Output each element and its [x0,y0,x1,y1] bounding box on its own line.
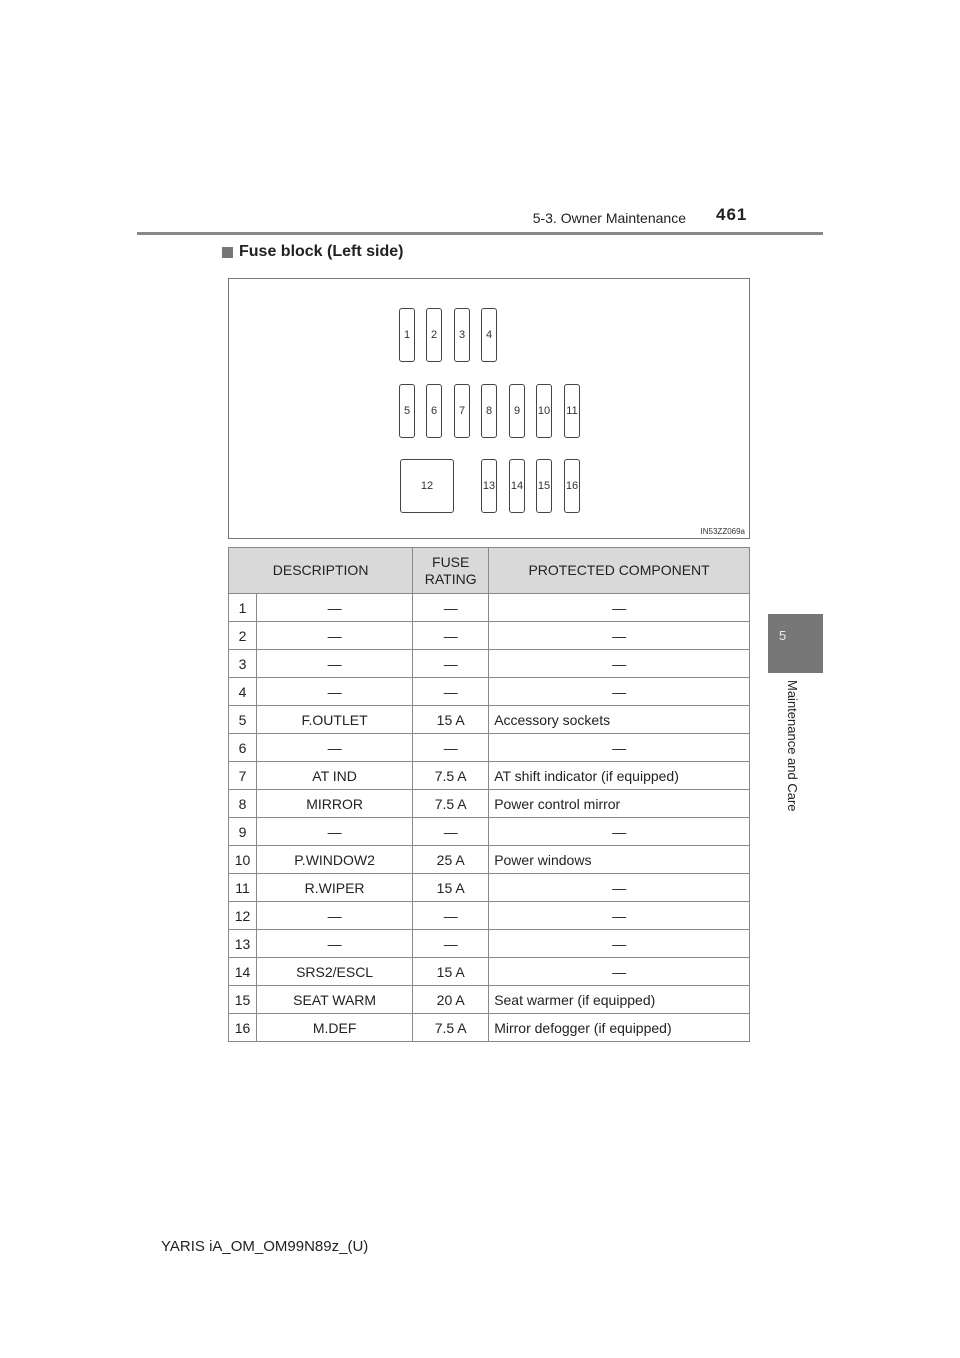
protected-component: — [489,930,750,958]
fuse-description: MIRROR [257,790,413,818]
fuse-rating: 7.5 A [413,762,489,790]
protected-component: — [489,650,750,678]
fuse-description: — [257,678,413,706]
col-description: DESCRIPTION [229,548,413,594]
fuse-description: — [257,622,413,650]
protected-component: — [489,594,750,622]
fuse-description: F.OUTLET [257,706,413,734]
footer-code: YARIS iA_OM_OM99N89z_(U) [161,1238,369,1255]
fuse-11: 11 [564,384,580,438]
protected-component: Accessory sockets [489,706,750,734]
fuse-rating: — [413,818,489,846]
fuse-number: 12 [229,902,257,930]
protected-component: — [489,622,750,650]
fuse-7: 7 [454,384,470,438]
fuse-number: 5 [229,706,257,734]
protected-component: Seat warmer (if equipped) [489,986,750,1014]
fuse-number: 15 [229,986,257,1014]
col-protected-component: PROTECTED COMPONENT [489,548,750,594]
fuse-2: 2 [426,308,442,362]
fuse-description: — [257,930,413,958]
table-row [229,622,750,650]
table-row [229,818,750,846]
protected-component: Power control mirror [489,790,750,818]
fuse-1: 1 [399,308,415,362]
table-row [229,1014,750,1042]
fuse-6: 6 [426,384,442,438]
col-fuse-rating: FUSE RATING [413,548,489,594]
fuse-rating: 7.5 A [413,790,489,818]
fuse-rating: 15 A [413,958,489,986]
fuse-description: SRS2/ESCL [257,958,413,986]
square-bullet-icon [222,247,233,258]
protected-component: — [489,678,750,706]
fuse-rating: — [413,930,489,958]
table-row [229,650,750,678]
fuse-number: 4 [229,678,257,706]
fuse-rating: 15 A [413,706,489,734]
chapter-label: Maintenance and Care [785,680,800,812]
fuse-description: R.WIPER [257,874,413,902]
page-number: 461 [716,205,748,224]
fuse-rating: — [413,650,489,678]
fuse-rating: 15 A [413,874,489,902]
fuse-description: P.WINDOW2 [257,846,413,874]
fuse-4: 4 [481,308,497,362]
fuse-12: 12 [400,459,454,513]
fuse-8: 8 [481,384,497,438]
table-row [229,734,750,762]
table-row [229,762,750,790]
fuse-number: 10 [229,846,257,874]
protected-component: — [489,874,750,902]
protected-component: — [489,734,750,762]
fuse-number: 3 [229,650,257,678]
fuse-number: 13 [229,930,257,958]
fuse-diagram [228,278,750,539]
table-row [229,874,750,902]
fuse-rating: — [413,902,489,930]
fuse-rating: — [413,678,489,706]
fuse-number: 16 [229,1014,257,1042]
header-rule [137,232,823,235]
table-row [229,678,750,706]
table-row [229,958,750,986]
fuse-table [228,547,750,1042]
table-row [229,902,750,930]
protected-component: Mirror defogger (if equipped) [489,1014,750,1042]
fuse-10: 10 [536,384,552,438]
fuse-description: AT IND [257,762,413,790]
figure-code: IN53ZZ069a [700,527,745,536]
fuse-rating: — [413,622,489,650]
table-row [229,986,750,1014]
fuse-description: SEAT WARM [257,986,413,1014]
section-title [222,243,403,261]
table-row [229,790,750,818]
table-row [229,846,750,874]
fuse-rating: 20 A [413,986,489,1014]
fuse-number: 6 [229,734,257,762]
title-text: Fuse block (Left side) [239,243,404,260]
protected-component: Power windows [489,846,750,874]
protected-component: — [489,902,750,930]
table-row [229,594,750,622]
fuse-number: 8 [229,790,257,818]
fuse-3: 3 [454,308,470,362]
fuse-description: — [257,650,413,678]
fuse-13: 13 [481,459,497,513]
fuse-number: 2 [229,622,257,650]
fuse-16: 16 [564,459,580,513]
protected-component: — [489,958,750,986]
fuse-number: 1 [229,594,257,622]
fuse-14: 14 [509,459,525,513]
fuse-number: 9 [229,818,257,846]
fuse-description: — [257,818,413,846]
protected-component: — [489,818,750,846]
table-row [229,930,750,958]
fuse-9: 9 [509,384,525,438]
fuse-rating: 7.5 A [413,1014,489,1042]
fuse-number: 14 [229,958,257,986]
fuse-description: — [257,902,413,930]
section-heading: 5-3. Owner Maintenance [532,210,686,226]
fuse-15: 15 [536,459,552,513]
fuse-description: — [257,734,413,762]
fuse-number: 7 [229,762,257,790]
table-row [229,706,750,734]
fuse-rating: — [413,734,489,762]
chapter-tab: 5 [768,614,823,673]
fuse-number: 11 [229,874,257,902]
fuse-5: 5 [399,384,415,438]
protected-component: AT shift indicator (if equipped) [489,762,750,790]
fuse-rating: 25 A [413,846,489,874]
fuse-rating: — [413,594,489,622]
fuse-description: M.DEF [257,1014,413,1042]
fuse-description: — [257,594,413,622]
